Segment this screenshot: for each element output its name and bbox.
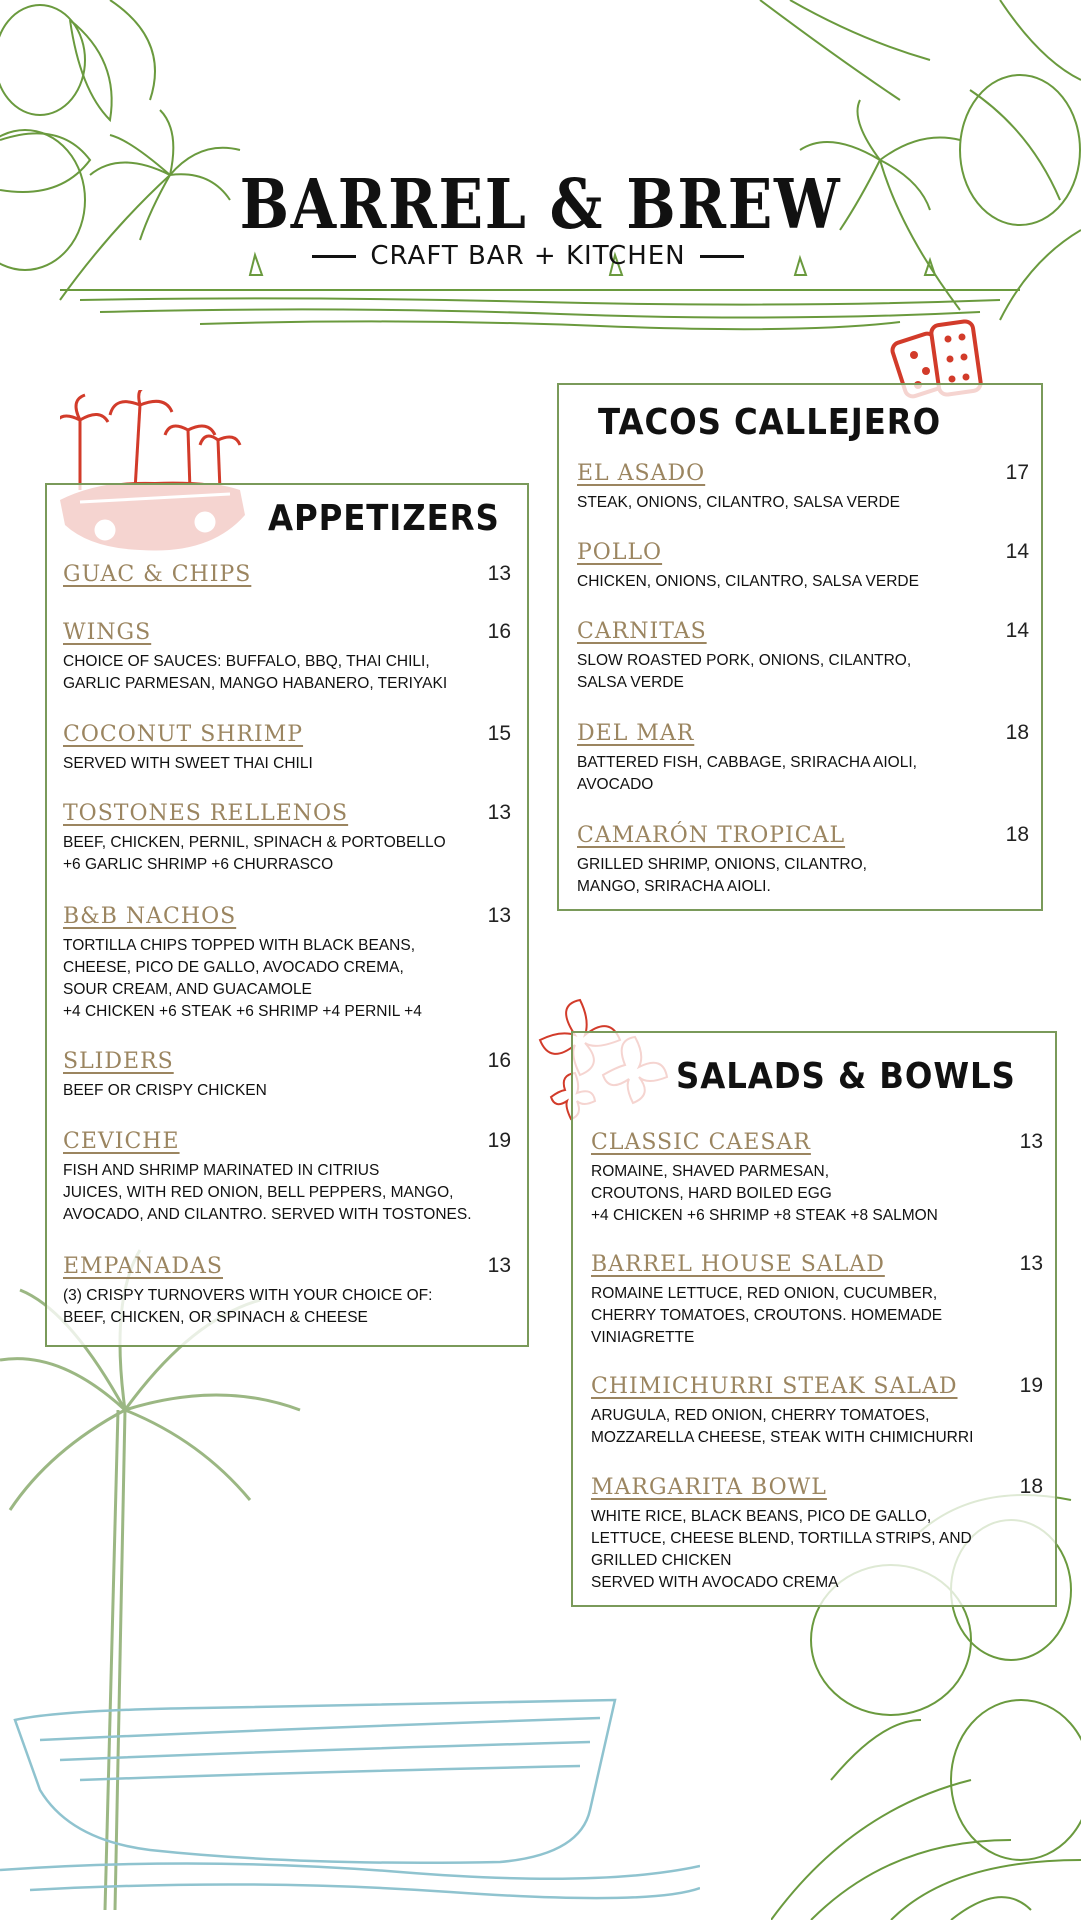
menu-item-price: 18 [1005, 823, 1029, 846]
menu-item-price: 14 [1005, 619, 1029, 642]
menu-item-description: CHOICE OF SAUCES: BUFFALO, BBQ, THAI CHILI, GARLIC PARMESAN, MANGO HABANERO, TERIYAKI [63, 653, 448, 692]
menu-item-description: BEEF, CHICKEN, PERNIL, SPINACH & PORTOBELLO +6 GARLIC SHRIMP +6 CHURRASCO [63, 834, 446, 873]
menu-item-camaron-tropical [577, 823, 1029, 898]
menu-item-name: B&B NACHOS [63, 904, 237, 929]
menu-item-description: CHICKEN, ONIONS, CILANTRO, SALSA VERDE [577, 573, 919, 590]
menu-item-sliders [63, 1049, 511, 1102]
menu-item-coconut-shrimp [63, 722, 511, 775]
salads-title: SALADS & BOWLS [676, 1056, 1016, 1097]
menu-item-bb-nachos [63, 904, 511, 1023]
menu-item-name: POLLO [577, 540, 663, 565]
menu-item-empanadas [63, 1254, 511, 1329]
menu-item-name: EL ASADO [577, 461, 706, 486]
menu-item-description: (3) CRISPY TURNOVERS WITH YOUR CHOICE OF: BEEF, CHICKEN, OR SPINACH & CHEESE [63, 1287, 433, 1326]
menu-item-name: SLIDERS [63, 1049, 174, 1074]
menu-item-name: CARNITAS [577, 619, 707, 644]
subtitle-row [312, 238, 744, 274]
menu-item-description: BEEF OR CRISPY CHICKEN [63, 1082, 267, 1099]
menu-item-description: SERVED WITH SWEET THAI CHILI [63, 755, 313, 772]
menu-item-price: 19 [1019, 1374, 1043, 1397]
subtitle-divider-left [312, 255, 356, 258]
menu-item-tostones-rellenos [63, 801, 511, 876]
menu-item-price: 17 [1005, 461, 1029, 484]
menu-item-del-mar [577, 721, 1029, 796]
menu-item-price: 13 [1019, 1130, 1043, 1153]
tacos-title: TACOS CALLEJERO [598, 402, 942, 443]
menu-item-description: ROMAINE, SHAVED PARMESAN, CROUTONS, HARD BOILED EGG +4 CHICKEN +6 SHRIMP +8 STEAK +8 SALMON [591, 1163, 938, 1224]
menu-item-price: 14 [1005, 540, 1029, 563]
menu-item-name: CHIMICHURRI STEAK SALAD [591, 1374, 958, 1399]
menu-item-pollo [577, 540, 1029, 593]
menu-item-description: WHITE RICE, BLACK BEANS, PICO DE GALLO, LETTUCE, CHEESE BLEND, TORTILLA STRIPS, AND GRILLED CHICKEN SERVED WITH AVOCADO CREMA [591, 1508, 972, 1591]
menu-item-name: CAMARÓN TROPICAL [577, 823, 846, 848]
menu-item-name: EMPANADAS [63, 1254, 223, 1279]
menu-item-price: 18 [1019, 1475, 1043, 1498]
menu-item-name: WINGS [63, 620, 152, 645]
menu-item-el-asado [577, 461, 1029, 514]
appetizers-title: APPETIZERS [268, 498, 500, 539]
restaurant-title: BARREL & BREW [239, 165, 842, 245]
menu-item-name: CLASSIC CAESAR [591, 1130, 811, 1155]
menu-item-name: CEVICHE [63, 1129, 180, 1154]
menu-item-description: SLOW ROASTED PORK, ONIONS, CILANTRO, SALSA VERDE [577, 652, 912, 691]
menu-item-margarita-bowl [591, 1475, 1043, 1594]
restaurant-subtitle: CRAFT BAR + KITCHEN [370, 241, 686, 271]
menu-item-ceviche [63, 1129, 511, 1226]
menu-item-price: 13 [1019, 1252, 1043, 1275]
menu-item-description: GRILLED SHRIMP, ONIONS, CILANTRO, MANGO, SRIRACHA AIOLI. [577, 856, 867, 895]
menu-item-price: 19 [487, 1129, 511, 1152]
menu-item-name: BARREL HOUSE SALAD [591, 1252, 885, 1277]
menu-item-description: FISH AND SHRIMP MARINATED IN CITRIUS JUICES, WITH RED ONION, BELL PEPPERS, MANGO, AVOCADO, AND CILANTRO. SERVED WITH TOSTONES. [63, 1162, 472, 1223]
menu-item-carnitas [577, 619, 1029, 694]
menu-item-name: COCONUT SHRIMP [63, 722, 304, 747]
menu-item-price: 13 [487, 801, 511, 824]
menu-item-price: 15 [487, 722, 511, 745]
menu-item-classic-caesar [591, 1130, 1043, 1227]
menu-item-description: TORTILLA CHIPS TOPPED WITH BLACK BEANS, CHEESE, PICO DE GALLO, AVOCADO CREMA, SOUR CREAM, AND GUACAMOLE +4 CHICKEN +6 STEAK +6 SHRIMP +4 PERNIL +4 [63, 937, 422, 1020]
menu-item-wings [63, 620, 511, 695]
menu-item-price: 13 [487, 904, 511, 927]
menu-item-price: 16 [487, 1049, 511, 1072]
subtitle-divider-right [700, 255, 744, 258]
menu-item-description: ROMAINE LETTUCE, RED ONION, CUCUMBER, CHERRY TOMATOES, CROUTONS. HOMEMADE VINIAGRETTE [591, 1285, 943, 1346]
menu-item-price: 18 [1005, 721, 1029, 744]
menu-item-price: 13 [487, 1254, 511, 1277]
menu-item-description: BATTERED FISH, CABBAGE, SRIRACHA AIOLI, AVOCADO [577, 754, 917, 793]
menu-item-description: ARUGULA, RED ONION, CHERRY TOMATOES, MOZZARELLA CHEESE, STEAK WITH CHIMICHURRI [591, 1407, 974, 1446]
menu-item-name: MARGARITA BOWL [591, 1475, 827, 1500]
menu-item-price: 13 [487, 562, 511, 585]
menu-item-name: DEL MAR [577, 721, 695, 746]
menu-item-name: GUAC & CHIPS [63, 562, 252, 587]
menu-item-name: TOSTONES RELLENOS [63, 801, 349, 826]
menu-item-price: 16 [487, 620, 511, 643]
menu-item-barrel-house-salad [591, 1252, 1043, 1349]
menu-item-description: STEAK, ONIONS, CILANTRO, SALSA VERDE [577, 494, 901, 511]
menu-item-guac-chips [63, 562, 511, 587]
menu-item-chimichurri-steak-salad [591, 1374, 1043, 1449]
